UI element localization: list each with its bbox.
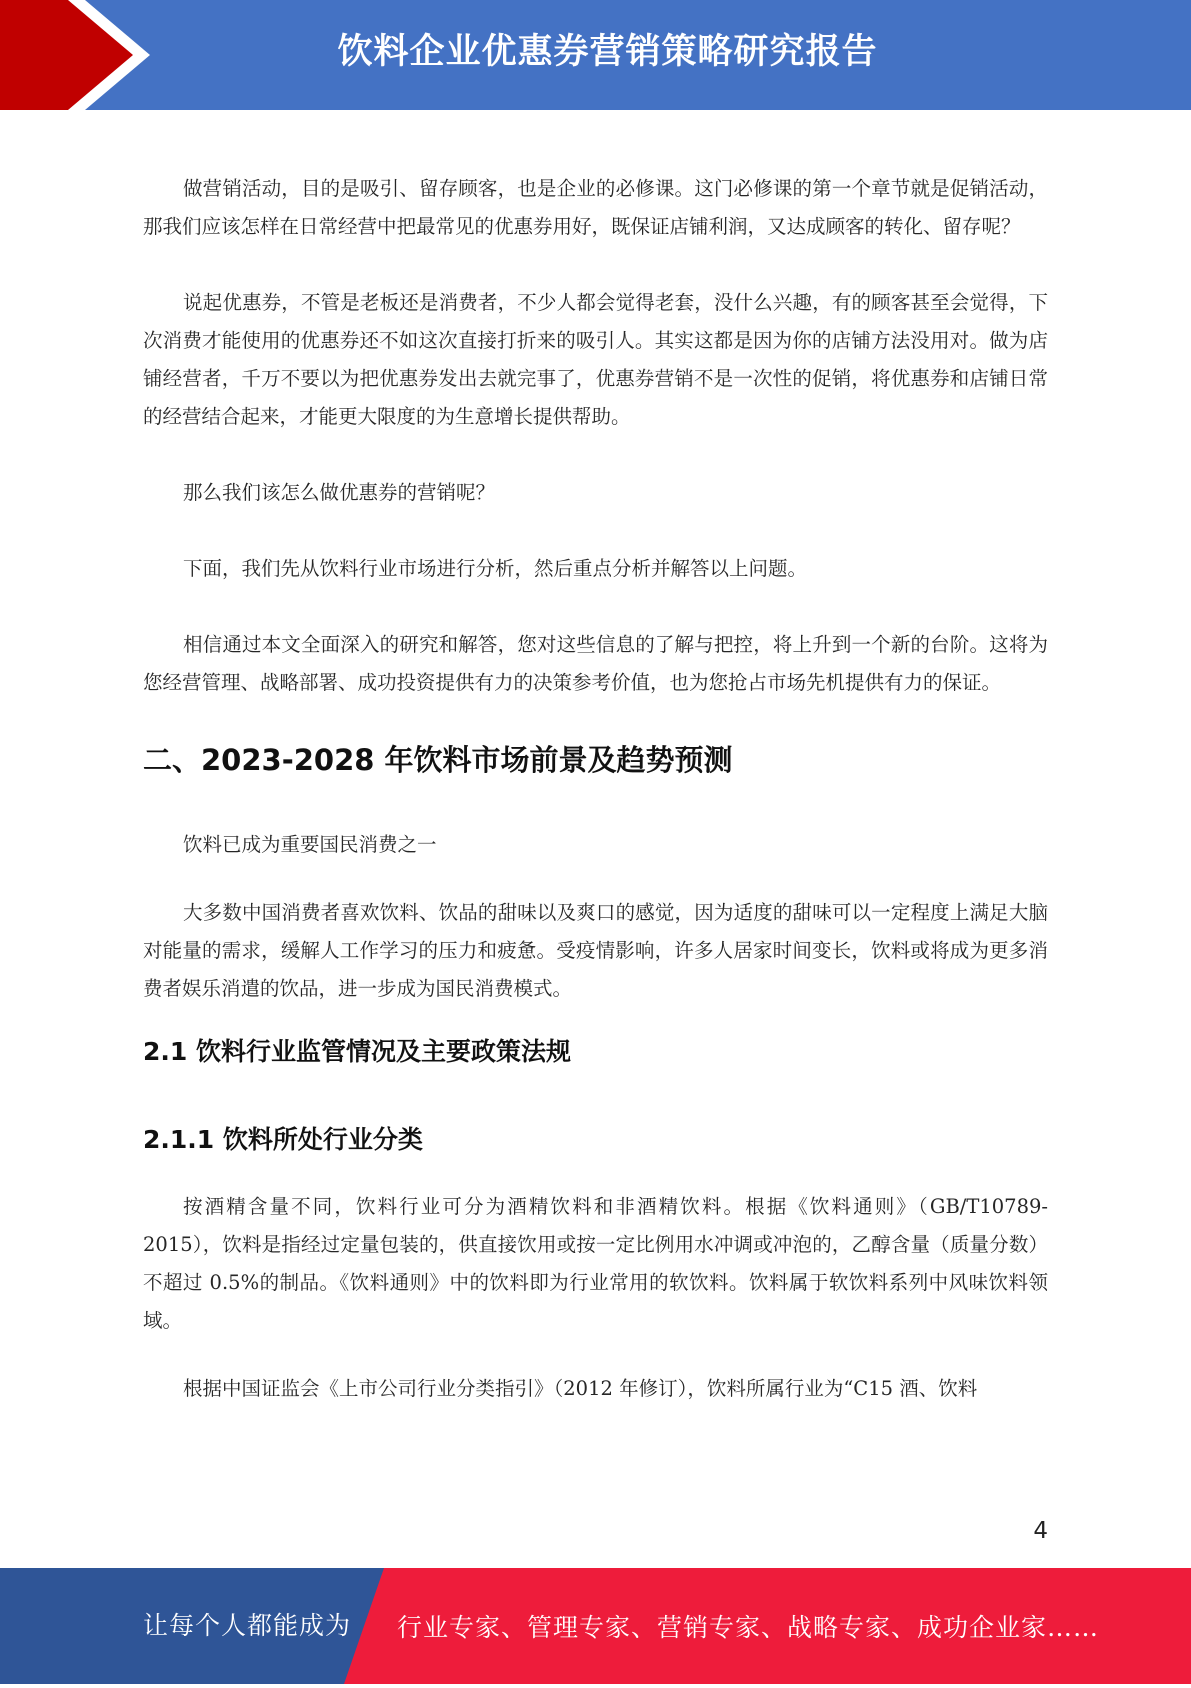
paragraph: 饮料已成为重要国民消费之一: [183, 833, 437, 856]
footer-slogan-right: 行业专家、管理专家、营销专家、战略专家、成功企业家……: [397, 1613, 1100, 1642]
paragraph: 根据中国证监会《上市公司行业分类指引》（2012 年修订），饮料所属行业为“C15 酒、饮料: [183, 1377, 978, 1400]
paragraph: 那么我们该怎么做优惠券的营销呢？: [183, 481, 496, 504]
footer-slogan-left: 让每个人都能成为: [143, 1611, 352, 1640]
section-heading: 二、2023-2028 年饮料市场前景及趋势预测: [143, 743, 733, 777]
subsection-heading: 2.1 饮料行业监管情况及主要政策法规: [143, 1037, 571, 1066]
paragraph: 大多数中国消费者喜欢饮料、饮品的甜味以及爽口的感觉，因为适度的甜味可以一定程度上满足大脑对能量的需求，缓解人工作学习的压力和疲惫。受疫情影响，许多人居家时间变长，饮料或将成为更多消费者娱乐消遣的饮品，进一步成为国民消费模式。: [143, 901, 1048, 1000]
paragraph: 相信通过本文全面深入的研究和解答，您对这些信息的了解与把控，将上升到一个新的台阶。这将为您经营管理、战略部署、成功投资提供有力的决策参考价值，也为您抢占市场先机提供有力的保证。: [143, 633, 1048, 694]
paragraph: 做营销活动，目的是吸引、留存顾客，也是企业的必修课。这门必修课的第一个章节就是促销活动，那我们应该怎样在日常经营中把最常见的优惠券用好，既保证店铺利润，又达成顾客的转化、留存呢？: [143, 177, 1048, 238]
report-title: 饮料企业优惠券营销策略研究报告: [337, 32, 878, 72]
page-header: [0, 0, 1191, 110]
subsubsection-heading: 2.1.1 饮料所处行业分类: [143, 1125, 423, 1154]
page-footer: [0, 1568, 1191, 1684]
paragraph: 说起优惠券，不管是老板还是消费者，不少人都会觉得老套，没什么兴趣，有的顾客甚至会觉得，下次消费才能使用的优惠券还不如这次直接打折来的吸引人。其实这都是因为你的店铺方法没用对。做为店铺经营者，千万不要以为把优惠券发出去就完事了，优惠券营销不是一次性的促销，将优惠券和店铺日常的经营结合起来，才能更大限度的为生意增长提供帮助。: [143, 291, 1048, 428]
paragraph: 按酒精含量不同，饮料行业可分为酒精饮料和非酒精饮料。根据《饮料通则》（GB/T10789-2015），饮料是指经过定量包装的，供直接饮用或按一定比例用水冲调或冲泡的，乙醇含量（质量分数）不超过 0.5%的制品。《饮料通则》中的饮料即为行业常用的软饮料。饮料属于软饮料系列中风味饮料领域。: [143, 1195, 1048, 1332]
page-number: 4: [1033, 1518, 1048, 1544]
page-content: [143, 170, 1048, 1408]
paragraph: 下面，我们先从饮料行业市场进行分析，然后重点分析并解答以上问题。: [183, 557, 808, 580]
